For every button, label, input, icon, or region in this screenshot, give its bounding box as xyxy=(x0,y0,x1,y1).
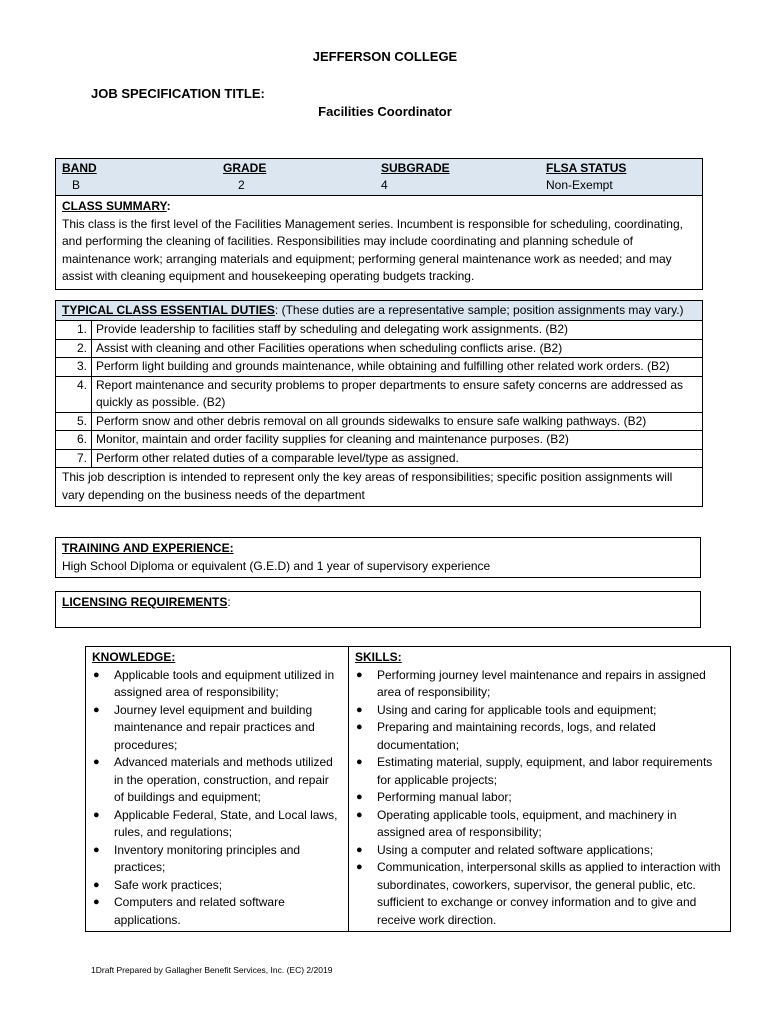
duty-number: 5. xyxy=(56,412,92,431)
licensing-colon: : xyxy=(227,595,231,609)
knowledge-item-text: Applicable tools and equipment utilized in assigned area of responsibility; xyxy=(114,667,335,699)
duty-text: Monitor, maintain and order facility supplies for cleaning and maintenance purposes. (B2) xyxy=(92,431,703,450)
list-item xyxy=(355,667,724,702)
duty-text: Report maintenance and security problems to proper departments to ensure safety concerns are addressed as quickly as possible. (B2) xyxy=(92,376,703,412)
classification-header xyxy=(56,159,702,196)
duties-disclaimer: This job description is intended to represent only the key areas of responsibilities; specific position assignments will vary depending on the business needs of the department xyxy=(62,470,673,502)
list-item xyxy=(92,702,342,755)
grade-label: GRADE xyxy=(223,161,267,175)
training-text: High School Diploma or equivalent (G.E.D) and 1 year of supervisory experience xyxy=(62,558,491,573)
band-label: BAND xyxy=(62,161,97,175)
list-item xyxy=(355,807,724,842)
skill-item-text: Performing manual labor; xyxy=(377,790,512,804)
duty-row xyxy=(56,358,702,377)
duty-row xyxy=(56,431,702,450)
bullet-icon: ● xyxy=(93,896,100,908)
duty-row xyxy=(56,376,702,412)
duty-text: Perform snow and other debris removal on all grounds sidewalks to ensure safe walking pathways. (B2) xyxy=(92,412,703,431)
training-box xyxy=(55,537,701,578)
list-item xyxy=(355,702,724,720)
skill-item-text: Performing journey level maintenance and repairs in assigned area of responsibility; xyxy=(377,667,706,699)
bullet-icon: ● xyxy=(356,861,363,873)
duty-text: Assist with cleaning and other Facilities operations when scheduling conflicts arise. (B2) xyxy=(92,339,703,358)
duties-note: : (These duties are a representative sample; position assignments may vary.) xyxy=(274,303,684,317)
list-item xyxy=(355,859,724,929)
list-item xyxy=(92,894,342,929)
bullet-icon: ● xyxy=(356,756,363,768)
duty-number: 4. xyxy=(56,376,92,412)
class-summary-text: This class is the first level of the Facilities Management series. Incumbent is responsible for scheduling, coordinating, and performing the cleaning of facilities. Responsibilities may include coordinating and planning schedule of maintenance work; arranging materials and equipment; performing general maintenance work as needed; and may assist with cleaning equipment and housekeeping operating budgets tracking. xyxy=(62,216,683,283)
knowledge-item-text: Applicable Federal, State, and Local laws, rules, and regulations; xyxy=(114,807,338,839)
flsa-value: Non-Exempt xyxy=(546,178,613,192)
skill-item-text: Using a computer and related software applications; xyxy=(377,842,654,857)
knowledge-item-text: Inventory monitoring principles and practices; xyxy=(114,842,301,874)
list-item xyxy=(92,754,342,807)
subgrade-label: SUBGRADE xyxy=(381,161,450,175)
footer-note: 1Draft Prepared by Gallagher Benefit Services, Inc. (EC) 2/2019 xyxy=(91,965,333,975)
duty-number: 6. xyxy=(56,431,92,450)
classification-box xyxy=(55,158,703,290)
knowledge-item-text: Journey level equipment and building maintenance and repair practices and procedures; xyxy=(114,702,315,752)
skill-item-text: Communication, interpersonal skills as applied to interaction with subordinates, coworkers, supervisor, the general public, etc. sufficient to exchange or convey information and to give and receive work direction. xyxy=(377,860,721,927)
skills-column xyxy=(349,647,731,932)
list-item xyxy=(92,877,342,895)
bullet-icon: ● xyxy=(93,703,100,716)
duty-text: Provide leadership to facilities staff by scheduling and delegating work assignments. (B2) xyxy=(92,321,703,339)
job-spec-label: JOB SPECIFICATION TITLE: xyxy=(91,86,265,101)
list-item xyxy=(355,719,724,754)
class-summary-label: CLASS SUMMARY xyxy=(62,199,167,213)
class-summary-colon: : xyxy=(166,199,171,213)
skill-item-text: Using and caring for applicable tools and equipment; xyxy=(377,702,657,717)
bullet-icon: ● xyxy=(356,721,363,733)
skill-item-text: Estimating material, supply, equipment, and labor requirements for applicable projects; xyxy=(377,755,713,787)
bullet-icon: ● xyxy=(356,668,363,681)
duty-number: 2. xyxy=(56,339,92,358)
bullet-icon: ● xyxy=(93,668,100,681)
bullet-icon: ● xyxy=(93,878,100,891)
grade-value: 2 xyxy=(238,178,245,192)
duties-box xyxy=(55,300,703,507)
list-item xyxy=(355,842,724,860)
training-label: TRAINING AND EXPERIENCE: xyxy=(62,541,234,555)
bullet-icon: ● xyxy=(356,703,363,716)
list-item xyxy=(92,667,342,702)
knowledge-column xyxy=(86,647,349,932)
licensing-box xyxy=(55,591,701,628)
skills-label: SKILLS: xyxy=(355,650,402,664)
duties-table xyxy=(56,321,702,468)
bullet-icon: ● xyxy=(93,843,100,856)
duties-label: TYPICAL CLASS ESSENTIAL DUTIES xyxy=(62,303,275,317)
duty-row xyxy=(56,339,702,358)
bullet-icon: ● xyxy=(356,791,363,803)
duties-header xyxy=(56,301,702,321)
licensing-label: LICENSING REQUIREMENTS xyxy=(62,595,228,609)
bullet-icon: ● xyxy=(356,808,363,821)
list-item xyxy=(355,754,724,789)
list-item xyxy=(355,789,724,807)
job-title: Facilities Coordinator xyxy=(318,104,452,119)
bullet-icon: ● xyxy=(93,808,100,821)
duty-text: Perform light building and grounds maintenance, while obtaining and fulfilling other related work orders. (B2) xyxy=(92,358,703,377)
knowledge-list xyxy=(92,667,342,930)
duty-number: 1. xyxy=(56,321,92,339)
skill-item-text: Preparing and maintaining records, logs, and related documentation; xyxy=(377,720,656,752)
knowledge-item-text: Safe work practices; xyxy=(114,877,223,892)
duty-row xyxy=(56,412,702,431)
bullet-icon: ● xyxy=(356,843,363,856)
duty-row xyxy=(56,449,702,468)
flsa-label: FLSA STATUS xyxy=(546,161,627,175)
list-item xyxy=(92,807,342,842)
class-summary xyxy=(56,196,702,289)
list-item xyxy=(92,842,342,877)
duty-text: Perform other related duties of a comparable level/type as assigned. xyxy=(92,449,703,468)
duty-number: 3. xyxy=(56,358,92,377)
duty-row xyxy=(56,321,702,339)
college-name: JEFFERSON COLLEGE xyxy=(312,49,458,64)
skill-item-text: Operating applicable tools, equipment, and machinery in assigned area of responsibility; xyxy=(377,807,677,839)
knowledge-item-text: Advanced materials and methods utilized in the operation, construction, and repair of buildings and equipment; xyxy=(114,755,333,804)
bullet-icon: ● xyxy=(93,756,100,768)
knowledge-label: KNOWLEDGE: xyxy=(92,650,176,664)
skills-list xyxy=(355,667,724,930)
band-value: B xyxy=(72,178,81,192)
subgrade-value: 4 xyxy=(381,178,388,192)
knowledge-skills-table xyxy=(85,646,731,932)
duty-number: 7. xyxy=(56,449,92,468)
knowledge-item-text: Computers and related software applications. xyxy=(114,895,285,927)
